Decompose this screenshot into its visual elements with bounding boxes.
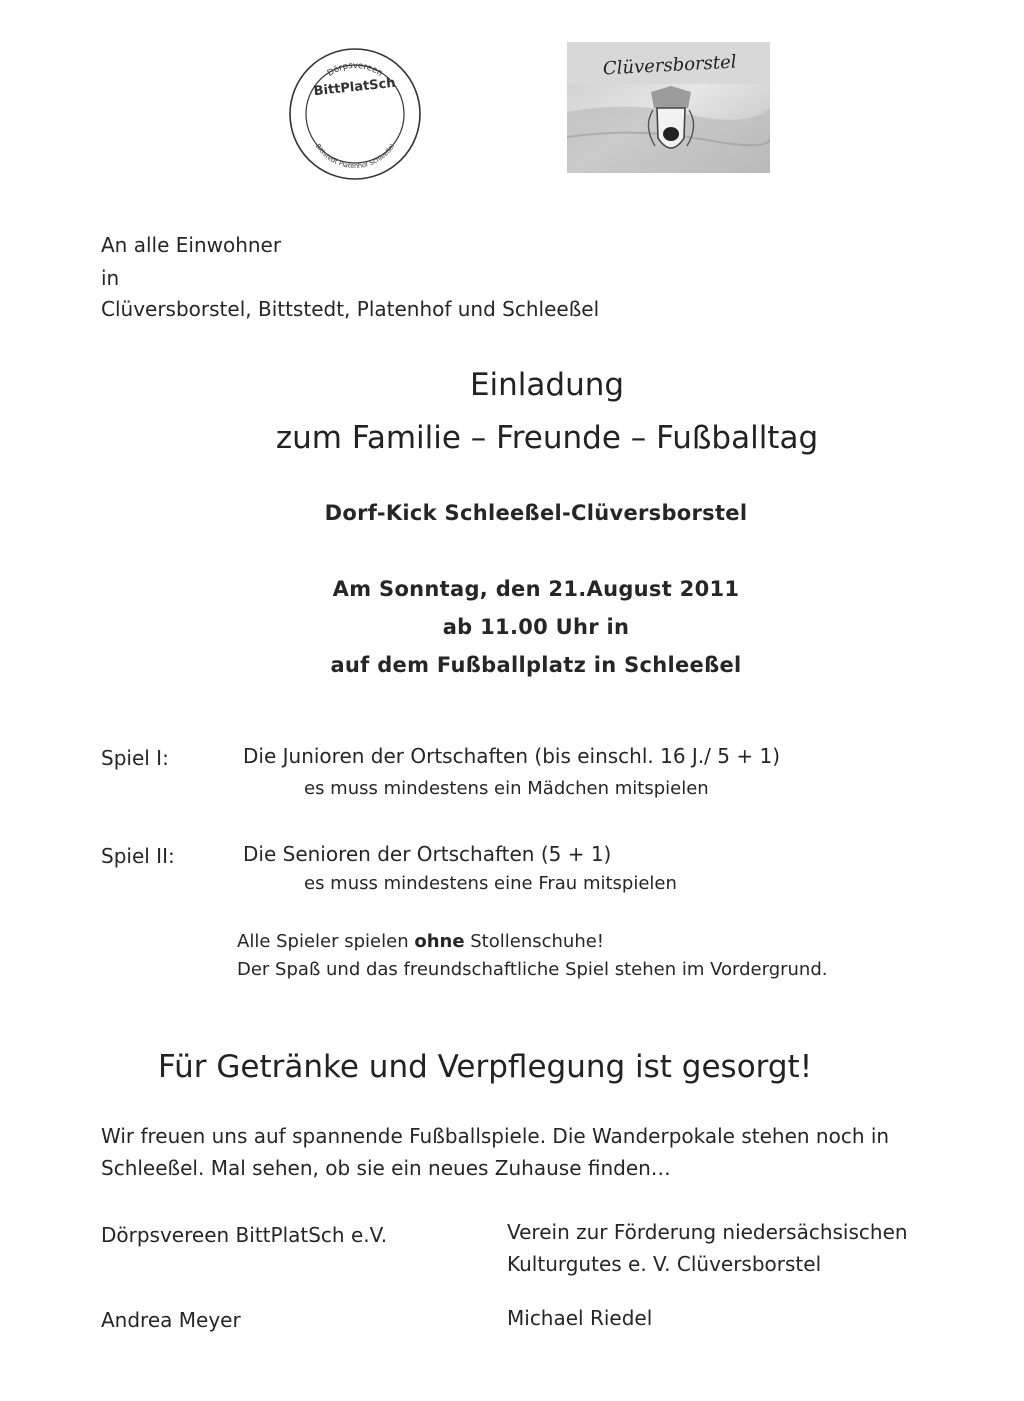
- closing-line-1: Wir freuen uns auf spannende Fußballspiele. Die Wanderpokale stehen noch in: [101, 1124, 890, 1148]
- closing-line-2: Schleeßel. Mal sehen, ob sie ein neues Zuhause finden…: [101, 1156, 671, 1180]
- heading-einladung: Einladung: [469, 367, 625, 403]
- logo-bottom-text: Bittstedt Platenhof Schleeßel: [313, 142, 397, 171]
- logo-name: BittPlatSch: [313, 75, 397, 100]
- event-place: auf dem Fußballplatz in Schleeßel: [330, 653, 742, 677]
- logo-top-text: Dörpsvereen: [325, 60, 385, 79]
- rules-line-1: Alle Spieler spielen ohne Stollenschuhe!: [237, 931, 605, 952]
- game-1-label: Spiel I:: [101, 746, 169, 770]
- address-line-2: in: [101, 266, 120, 290]
- clueversborstel-flag-logo: [567, 42, 770, 173]
- signature-left-org: Dörpsvereen BittPlatSch e.V.: [101, 1223, 388, 1247]
- game-2-label: Spiel II:: [101, 844, 175, 868]
- signature-right-org-line-1: Verein zur Förderung niedersächsischen: [507, 1220, 908, 1244]
- heading-subtitle: zum Familie – Freunde – Fußballtag: [275, 420, 819, 456]
- event-name: Dorf-Kick Schleeßel-Clüversborstel: [324, 501, 748, 525]
- game-1-desc: Die Junioren der Ortschaften (bis einschl. 16 J./ 5 + 1): [243, 744, 781, 768]
- svg-text:Dörpsvereen: [326, 61, 385, 79]
- signature-left-person: Andrea Meyer: [101, 1308, 241, 1332]
- address-line-1: An alle Einwohner: [101, 233, 282, 257]
- catering-note: Für Getränke und Verpflegung ist gesorgt!: [158, 1049, 813, 1085]
- game-2-note: es muss mindestens eine Frau mitspielen: [304, 873, 677, 894]
- flag-title: Clüversborstel: [602, 51, 737, 80]
- event-date: Am Sonntag, den 21.August 2011: [332, 577, 740, 601]
- event-time: ab 11.00 Uhr in: [442, 615, 630, 639]
- bittplatsch-logo: [287, 46, 423, 182]
- signature-right-org-line-2: Kulturgutes e. V. Clüversborstel: [507, 1252, 822, 1276]
- svg-text:Bittstedt Platenhof Schleeßel: [314, 142, 396, 170]
- game-2-desc: Die Senioren der Ortschaften (5 + 1): [243, 842, 612, 866]
- game-1-note: es muss mindestens ein Mädchen mitspielen: [304, 778, 709, 799]
- address-line-3: Clüversborstel, Bittstedt, Platenhof und Schleeßel: [101, 297, 600, 321]
- signature-right-person: Michael Riedel: [507, 1306, 653, 1330]
- rules-line-2: Der Spaß und das freundschaftliche Spiel stehen im Vordergrund.: [237, 959, 828, 980]
